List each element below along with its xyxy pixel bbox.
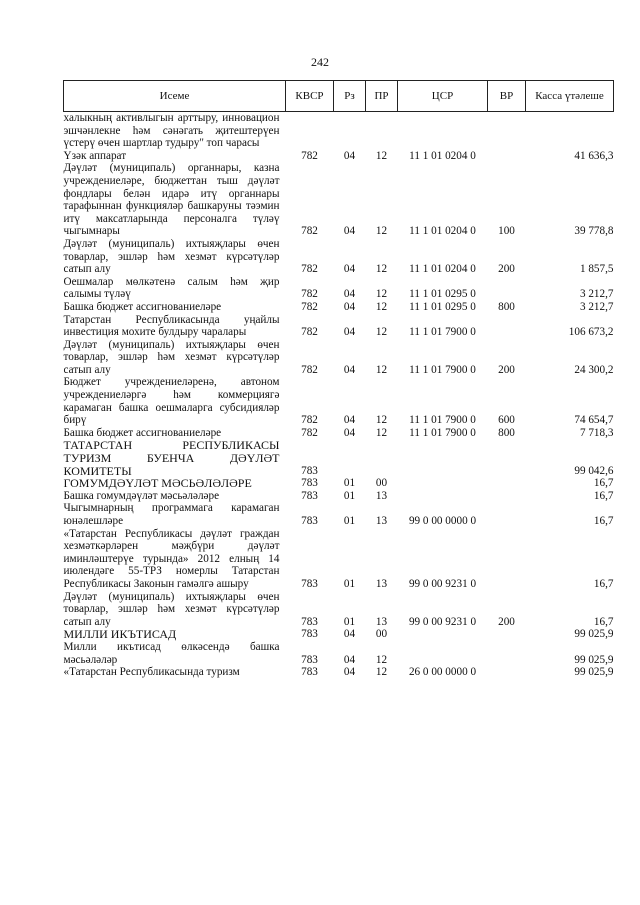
cell-csr: 11 1 01 7900 0: [409, 414, 476, 427]
cell-kvsr: 783: [301, 615, 318, 628]
cell-vr: [488, 666, 526, 679]
cell-csr: [398, 477, 488, 490]
cell-kvsr: 783: [301, 653, 318, 666]
cell-kvsr: 782: [301, 263, 318, 276]
cell-vr: [488, 502, 526, 527]
table-row: [64, 112, 614, 150]
cell-sum: 16,7: [593, 615, 614, 628]
cell-rz: [334, 112, 366, 150]
cell-rz: 01: [343, 489, 356, 502]
cell-name: Милли икътисад өлкәсендә башка мәсьәләләр: [63, 640, 280, 666]
cell-kvsr: 783: [301, 666, 318, 679]
cell-name: Башка бюджет ассигнованиеләре: [63, 300, 222, 313]
cell-kvsr: 783: [301, 464, 318, 477]
table-row: [64, 276, 614, 301]
cell-vr: [488, 439, 526, 477]
cell-pr: 12: [375, 426, 388, 439]
cell-rz: 01: [343, 477, 356, 490]
cell-vr: 800: [498, 426, 515, 439]
cell-pr: 12: [375, 149, 388, 162]
cell-vr: 800: [498, 300, 515, 313]
cell-rz: 04: [343, 426, 356, 439]
cell-csr: 26 0 00 0000 0: [408, 666, 477, 679]
cell-sum: 16,7: [593, 577, 614, 590]
cell-name: ТАТАРСТАН РЕСПУБЛИКАСЫ ТУРИЗМ БУЕНЧА ДӘҮЛӘТ КОМИТЕТЫ: [63, 438, 280, 478]
page-number: 242: [311, 55, 329, 69]
cell-pr: 12: [375, 326, 388, 339]
cell-vr: [488, 528, 526, 591]
cell-vr: [488, 150, 526, 163]
cell-csr: 11 1 01 0204 0: [409, 263, 476, 276]
cell-rz: 04: [343, 363, 356, 376]
cell-pr: 12: [375, 363, 388, 376]
cell-sum: [526, 112, 614, 150]
header-name: Исеме: [64, 81, 286, 112]
cell-kvsr: 782: [301, 149, 318, 162]
cell-sum: 39 778,8: [574, 225, 614, 238]
cell-sum: 99 025,9: [574, 666, 614, 679]
cell-kvsr: 782: [301, 300, 318, 313]
cell-csr: 11 1 01 0204 0: [409, 149, 476, 162]
cell-pr: [366, 112, 398, 150]
table-row: [64, 376, 614, 426]
table-row: [64, 314, 614, 339]
cell-vr: 200: [498, 615, 515, 628]
cell-csr: [398, 112, 488, 150]
table-row: [64, 238, 614, 276]
cell-csr: 11 1 01 0295 0: [409, 300, 476, 313]
cell-sum: 99 042,6: [574, 464, 614, 477]
cell-name: Башка бюджет ассигнованиеләре: [63, 426, 222, 439]
header-rz: Рз: [334, 81, 366, 112]
cell-pr: 12: [375, 414, 388, 427]
cell-kvsr: 783: [301, 515, 318, 527]
cell-rz: 04: [343, 225, 356, 238]
cell-pr: 13: [375, 577, 388, 590]
cell-csr: 99 0 00 9231 0: [408, 615, 477, 628]
cell-vr: 100: [498, 225, 515, 238]
cell-sum: 106 673,2: [568, 326, 614, 339]
cell-vr: 600: [498, 414, 515, 427]
header-sum: Касса үтәлеше: [526, 81, 614, 112]
cell-sum: 16,7: [593, 515, 614, 527]
cell-vr: [488, 477, 526, 490]
table-row: [64, 439, 614, 477]
cell-sum: 99 025,9: [574, 628, 614, 641]
cell-csr: 11 1 01 0204 0: [409, 225, 476, 238]
cell-kvsr: 782: [301, 426, 318, 439]
cell-kvsr: 782: [301, 288, 318, 301]
cell-pr: 13: [375, 615, 388, 628]
cell-pr: 12: [375, 225, 388, 238]
header-vr: ВР: [488, 81, 526, 112]
cell-pr: 12: [375, 263, 388, 276]
cell-csr: 99 0 00 9231 0: [408, 577, 477, 590]
cell-name: Дәүләт (муниципаль) ихтыяҗлары өчен товарлар, эшләр һәм хезмәт күрсәтүләр сатып алу: [63, 338, 280, 376]
cell-rz: 04: [343, 300, 356, 313]
table-row: [64, 301, 614, 314]
cell-sum: 99 025,9: [574, 653, 614, 666]
cell-csr: 11 1 01 7900 0: [409, 363, 476, 376]
budget-table: [63, 80, 614, 679]
cell-pr: [366, 439, 398, 477]
cell-rz: 04: [343, 326, 356, 339]
cell-pr: 13: [375, 489, 388, 502]
cell-sum: 74 654,7: [574, 414, 614, 427]
cell-rz: 04: [343, 628, 356, 641]
cell-kvsr: 783: [301, 628, 318, 641]
table-body: [64, 112, 614, 679]
cell-sum: 3 212,7: [579, 288, 614, 301]
cell-vr: [488, 641, 526, 666]
cell-kvsr: 782: [301, 326, 318, 339]
cell-pr: 12: [375, 653, 388, 666]
header-kvsr: КВСР: [286, 81, 334, 112]
cell-rz: [334, 439, 366, 477]
table-row: [64, 477, 614, 490]
cell-name: ГОМУМДӘҮЛӘТ МӘСЬӘЛӘЛӘРЕ: [63, 476, 252, 491]
header-csr: ЦСР: [398, 81, 488, 112]
cell-rz: 01: [343, 577, 356, 590]
table-row: [64, 528, 614, 591]
cell-pr: 13: [375, 515, 388, 527]
cell-sum: 41 636,3: [574, 149, 614, 162]
cell-csr: [398, 641, 488, 666]
cell-name: халыкның активлыгын арттыру, инновацион эшчәнлекне һәм сәнәгать җитештерүен үстерү өчен шартлар тудыру" топ чарасы: [63, 112, 280, 150]
cell-vr: [488, 112, 526, 150]
cell-csr: [398, 490, 488, 503]
table-header-row: [64, 81, 614, 112]
cell-name: «Татарстан Республикасында туризм: [63, 666, 240, 679]
cell-vr: [488, 490, 526, 503]
table-row: [64, 490, 614, 503]
cell-sum: 16,7: [593, 477, 614, 490]
table-row: [64, 502, 614, 527]
cell-name: Үзәк аппарат: [63, 149, 127, 162]
cell-name: Оешмалар мөлкәтенә салым һәм җир салымы түләү: [63, 275, 280, 301]
cell-name: Дәүләт (муниципаль) органнары, казна учреждениеләре, бюджеттан тыш дәүләт фондлары белән идарә итү органнары тарафыннан функцияләр башкаруны тәэмин итү максатларында персоналга түләү чыгымнары: [63, 162, 280, 238]
table-row: [64, 628, 614, 641]
cell-rz: 04: [343, 653, 356, 666]
table-row: [64, 150, 614, 163]
cell-name: Татарстан Республикасында уңайлы инвестиция мохите булдыру чаралары: [63, 313, 280, 339]
table-row: [64, 162, 614, 238]
cell-name: Башка гомумдәүләт мәсьәләләре: [63, 489, 220, 502]
cell-name: МИЛЛИ ИКЪТИСАД: [63, 627, 177, 642]
cell-rz: 01: [343, 515, 356, 527]
cell-kvsr: 782: [301, 225, 318, 238]
cell-sum: 7 718,3: [579, 426, 614, 439]
cell-sum: 3 212,7: [579, 300, 614, 313]
table-row: [64, 339, 614, 377]
cell-sum: 24 300,2: [574, 363, 614, 376]
cell-rz: 04: [343, 288, 356, 301]
table-row: [64, 666, 614, 679]
cell-csr: [398, 439, 488, 477]
cell-kvsr: 782: [301, 363, 318, 376]
cell-rz: 01: [343, 615, 356, 628]
cell-vr: [488, 276, 526, 301]
cell-sum: 1 857,5: [579, 263, 614, 276]
cell-csr: 99 0 00 0000 0: [408, 515, 477, 527]
cell-pr: 12: [375, 300, 388, 313]
cell-pr: 00: [375, 477, 388, 490]
cell-name: «Татарстан Республикасы дәүләт граждан хезмәткәрләрен мәҗбүри дәүләт иминләштерүе турында» 2012 елның 14 июлендәге 55-ТРЗ номерлы Татарстан Республикасы Законын гамәлгә ашыру: [63, 527, 280, 590]
header-pr: ПР: [366, 81, 398, 112]
cell-rz: 04: [343, 666, 356, 679]
cell-rz: 04: [343, 263, 356, 276]
cell-pr: 00: [375, 628, 388, 641]
cell-rz: 04: [343, 149, 356, 162]
cell-csr: 11 1 01 0295 0: [409, 288, 476, 301]
cell-vr: [488, 628, 526, 641]
cell-kvsr: 782: [301, 414, 318, 427]
cell-name: Дәүләт (муниципаль) ихтыяҗлары өчен товарлар, эшләр һәм хезмәт күрсәтүләр сатып алу: [63, 237, 280, 276]
cell-name: Бюджет учреждениеләренә, автоном учреждениеләргә һәм коммерциягә карамаган башка оешмаларга субсидияләр бирү: [63, 376, 280, 427]
cell-name: Дәүләт (муниципаль) ихтыяҗлары өчен товарлар, эшләр һәм хезмәт күрсәтүләр сатып алу: [63, 590, 280, 628]
cell-vr: 200: [498, 363, 515, 376]
cell-vr: [488, 314, 526, 339]
cell-csr: 11 1 01 7900 0: [409, 326, 476, 339]
table-row: [64, 591, 614, 629]
cell-rz: 04: [343, 414, 356, 427]
cell-kvsr: 783: [301, 577, 318, 590]
cell-kvsr: [286, 112, 334, 150]
table-row: [64, 641, 614, 666]
cell-csr: 11 1 01 7900 0: [409, 426, 476, 439]
cell-kvsr: 783: [301, 489, 318, 502]
cell-name: Чыгымнарның программага карамаган юнәлешләре: [63, 502, 280, 527]
cell-vr: 200: [498, 263, 515, 276]
cell-pr: 12: [375, 288, 388, 301]
cell-csr: [398, 628, 488, 641]
cell-pr: 12: [375, 666, 388, 679]
cell-kvsr: 783: [301, 477, 318, 490]
cell-sum: 16,7: [593, 489, 614, 502]
